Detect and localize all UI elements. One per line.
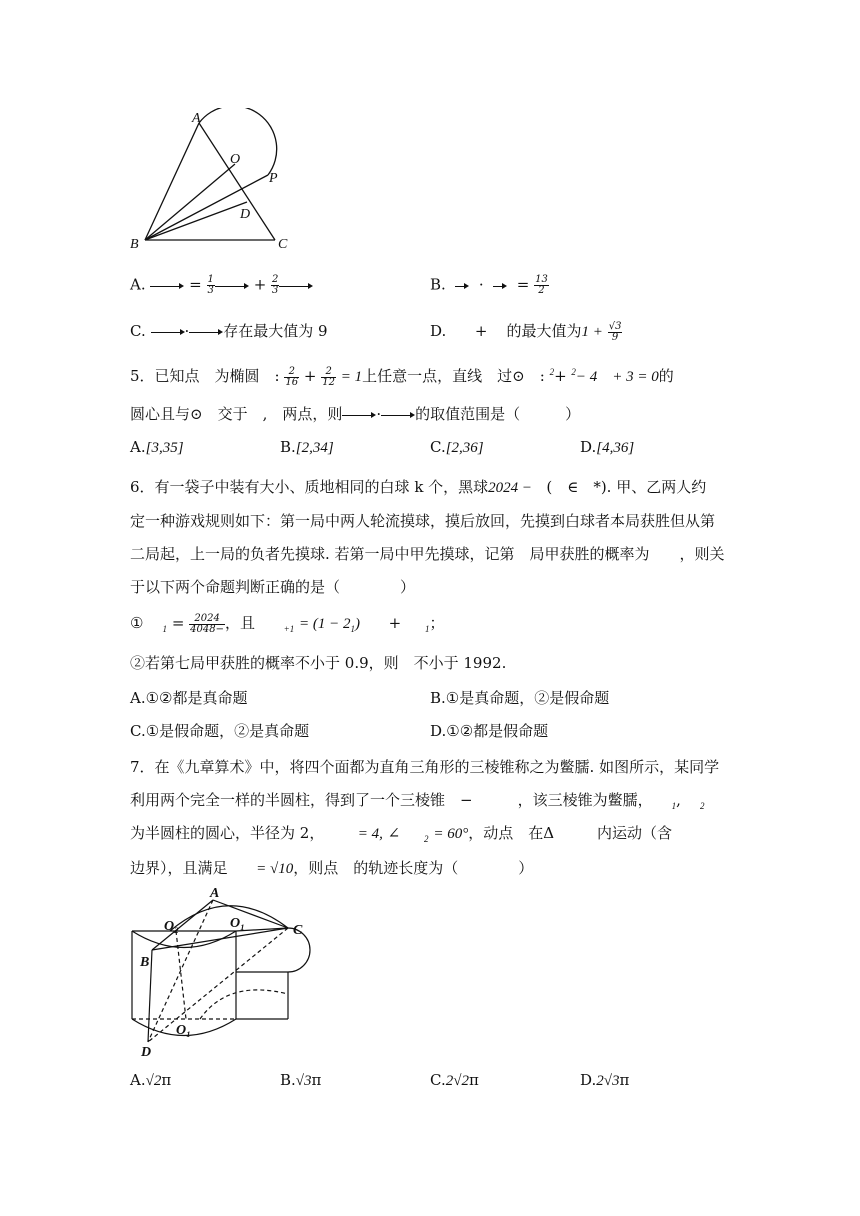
q7-option-d[interactable]: D.2√3π <box>580 1071 630 1089</box>
edge-ac <box>199 123 275 240</box>
q7-line-4: 边界），且满足 = √10，则点 的轨迹长度为（ ） <box>130 859 534 877</box>
label-d: D <box>240 207 251 222</box>
vector-arrow <box>189 328 223 336</box>
vector-arrow <box>215 282 249 290</box>
label-o: O <box>230 152 241 167</box>
q6-option-b[interactable]: B.①是真命题，②是假命题 <box>430 689 610 707</box>
q7-option-a[interactable]: A.√2π <box>130 1071 172 1089</box>
q6-line-2: 定一种游戏规则如下：第一局中两人轮流摸球，摸后放回，先摸到白球者本局获胜但从第 <box>130 512 716 530</box>
label-p: P <box>269 171 278 186</box>
label-o2: O₂ <box>164 919 179 934</box>
vector-arrow <box>279 282 313 290</box>
q6-option-d[interactable]: D.①②都是假命题 <box>430 722 549 740</box>
right-cylinder-top-arc <box>170 906 288 931</box>
q4-option-b[interactable]: B. · = $\frac{13}{2}$ <box>430 274 548 296</box>
q5-line-2: 圆心且与⊙ 交于 , 两点，则 · 的取值范围是（ ） <box>130 405 581 423</box>
q6-line-1: 6．有一袋子中装有大小、质地相同的白球 k 个，黑球2024 − ( ∈ *). 甲、乙两人约 <box>130 478 707 496</box>
label-o1-top: O₁ <box>230 916 245 931</box>
q5-option-b[interactable]: B.[2,34] <box>280 438 334 456</box>
fraction: $\frac{2024}{4048-}$ <box>190 612 224 635</box>
edge-ad <box>148 900 213 1042</box>
vector-arrow <box>342 411 376 419</box>
q5-option-d[interactable]: D.[4,36] <box>580 438 635 456</box>
q6-proposition-1: ① $_1$ = $\frac{2024}{4048-}$ ，且 $_{+1} = (1 - 2_1)$ + $_1$； <box>130 612 445 635</box>
segment-bo <box>145 164 235 240</box>
q5-option-c[interactable]: C.[2,36] <box>430 438 484 456</box>
edge-cd <box>148 928 288 1042</box>
fraction: $\frac{2}{12}$ <box>322 365 335 388</box>
vector-arrow <box>150 282 184 290</box>
q7-line-2: 利用两个完全一样的半圆柱，得到了一个三棱锥 − ，该三棱锥为鳖臑， $_1$, $_2$ <box>130 791 705 811</box>
q6-option-a[interactable]: A.①②都是真命题 <box>130 689 248 707</box>
vector-arrow <box>151 328 185 336</box>
fraction: $\frac{2}{16}$ <box>285 365 299 388</box>
label-o1-bottom: O₁ <box>176 1023 191 1038</box>
edge-ac <box>213 900 288 928</box>
fraction: $\frac{√3}{9}$ <box>608 320 622 343</box>
q4-option-c[interactable]: C. · 存在最大值为 9 <box>130 322 328 340</box>
q4-option-a[interactable]: A. = $\frac{1}{3}$ + $\frac{2}{3}$ <box>130 275 313 296</box>
q5-line-1: 5．已知点 为椭圆 : $\frac{2}{16}$ + $\frac{2}{12}$ = 1上任意一点，直线 过⊙ : $^2$+ $^2$− 4 + 3 = 0的 <box>130 365 674 388</box>
q7-line-1: 7．在《九章算术》中，将四个面都为直角三角形的三棱锥称之为鳖臑. 如图所示，某同学 <box>130 758 720 776</box>
label-c: C <box>293 923 303 938</box>
q7-option-c[interactable]: C.2√2π <box>430 1071 479 1089</box>
vector-arrow <box>493 282 507 290</box>
figure-half-cylinders-tetrahedron <box>128 884 323 1059</box>
fraction: $\frac{1}{3}$ <box>207 274 214 296</box>
q5-option-a[interactable]: A.[3,35] <box>130 438 184 456</box>
q6-option-c[interactable]: C.①是假命题，②是真命题 <box>130 722 310 740</box>
hidden-arc <box>200 990 288 1019</box>
fraction: $\frac{2}{3}$ <box>272 274 279 296</box>
vector-arrow <box>381 411 415 419</box>
label-d: D <box>141 1045 152 1059</box>
edge-ab <box>152 900 213 950</box>
q7-line-3: 为半圆柱的圆心，半径为 2， = 4, ∠ $_2$ = 60°，动点 在Δ 内运动（含 <box>130 824 672 844</box>
q6-line-4: 于以下两个命题判断正确的是（ ） <box>130 578 416 596</box>
q7-option-b[interactable]: B.√3π <box>280 1071 322 1089</box>
label-a: A <box>192 111 201 126</box>
q6-proposition-2: ②若第七局甲获胜的概率不小于 0.9，则 不小于 1992. <box>130 654 507 672</box>
label-c: C <box>278 237 288 252</box>
figure-triangle-semicircle <box>130 108 300 253</box>
label-a: A <box>210 886 220 901</box>
label-b: B <box>130 237 139 252</box>
q6-line-3: 二局起，上一局的负者先摸球. 若第一局中甲先摸球，记第 局甲获胜的概率为 ，则关 <box>130 545 725 563</box>
q4-option-d[interactable]: D. + 的最大值为1 + $\frac{√3}{9}$ <box>430 320 622 343</box>
fraction: $\frac{13}{2}$ <box>535 274 548 296</box>
vector-arrow <box>455 282 469 290</box>
label-b: B <box>140 955 150 970</box>
